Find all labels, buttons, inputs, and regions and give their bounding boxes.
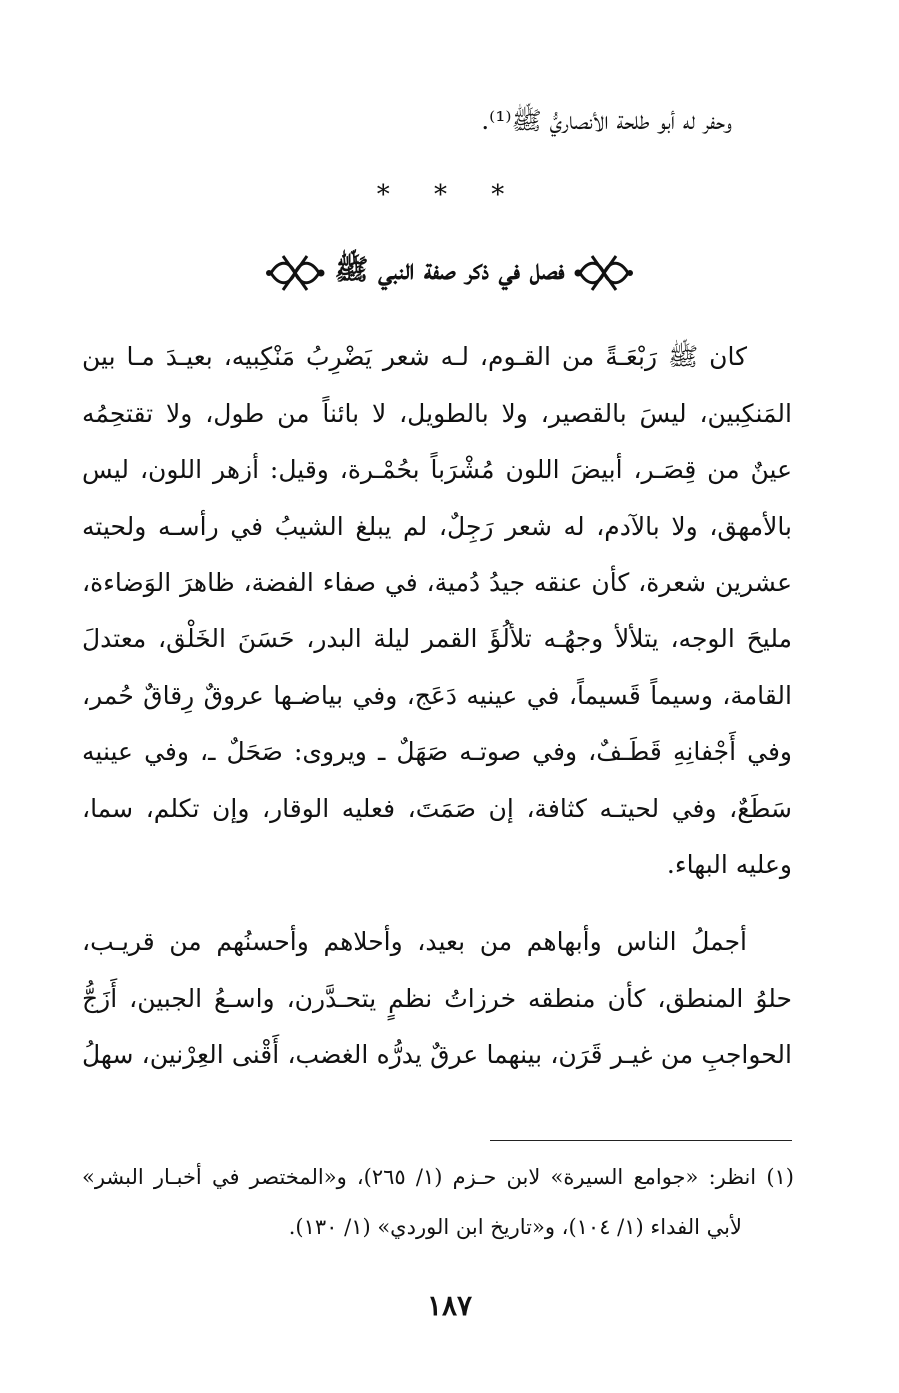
paragraph2-line: الحواجبِ من غيـر قَرَن، بينهما عرقٌ يدرُّه الغضب، أَقْنى العِرْنين، سهلُ (82, 1040, 792, 1069)
footnote-line: لأبي الفداء (١/ ١٠٤)، و«تاريخ ابن الوردي» (١/ ١٣٠). (288, 1215, 742, 1239)
separator-stars: * * * (376, 180, 523, 210)
paragraph2-line: حلوُ المنطق، كأن منطقه خرزاتُ نظمٍ يتحـدَّرن، واسـعُ الجبين، أَزَجُّ (82, 984, 792, 1013)
paragraph1-line: عشرين شعرة، كأن عنقه جيدُ دُمية، في صفاء الفضة، ظاهرَ الوَضاءة، (82, 568, 792, 597)
right-ornament-icon (574, 250, 634, 296)
section-heading (0, 248, 899, 298)
section-title: فصل في ذكر صفة النبي ﷺ (334, 253, 565, 286)
paragraph1-line: سَطَعٌ، وفي لحيتـه كثافة، إن صَمَتَ، فعليه الوقار، وإن تكلم، سما، (82, 794, 792, 823)
paragraph1-line: عينٌ من قِصَـر، أبيضَ اللون مُشْرَباً بحُمْـرة، وقيل: أزهر اللون، ليس (82, 455, 792, 484)
top-line: وحفر له أبو طلحة الأنصاريُّ ﷺ⁽¹⁾. (481, 106, 732, 135)
paragraph1-line: وفي أَجْفانِهِ قَطَـفٌ، وفي صوتـه صَهَلٌ ـ ويروى: صَحَلٌ ـ، وفي عينيه (82, 737, 792, 766)
paragraph1-line: كان ﷺ رَبْعَـةً من القـوم، لـه شعر يَضْرِبُ مَنْكِبيه، بعيـدَ مـا بين (82, 342, 747, 371)
left-ornament-icon (265, 250, 325, 296)
paragraph1-line: وعليه البهاء. (666, 850, 792, 879)
paragraph1-line: مليحَ الوجه، يتلألأ وجهُـه تلألُؤَ القمر ليلة البدر، حَسَنَ الخَلْق، معتدلَ (82, 624, 792, 653)
paragraph1-line: بالأمهق، ولا بالآدم، له شعر رَجِلٌ، لم يبلغ الشيبُ في رأسـه ولحيته (82, 512, 792, 541)
paragraph1-line: القامة، وسيماً قَسيماً، في عينيه دَعَج، وفي بياضـها عروقٌ رِقاقٌ حُمر، (82, 681, 792, 710)
paragraph2-line: أجملُ الناس وأبهاهم من بعيد، وأحلاهم وأحسنُهم من قريـب، (82, 927, 747, 956)
paragraph1-line: المَنكِبين، ليسَ بالقصير، ولا بالطويل، لا بائناً من طول، ولا تقتحِمُه (82, 399, 792, 428)
footnote-line: (١) انظر: «جوامع السيرة» لابن حـزم (١/ ٢٦٥)، و«المختصر في أخبـار البشر» (82, 1165, 794, 1189)
page-number: ١٨٧ (426, 1289, 473, 1322)
footnote-divider (490, 1140, 792, 1141)
